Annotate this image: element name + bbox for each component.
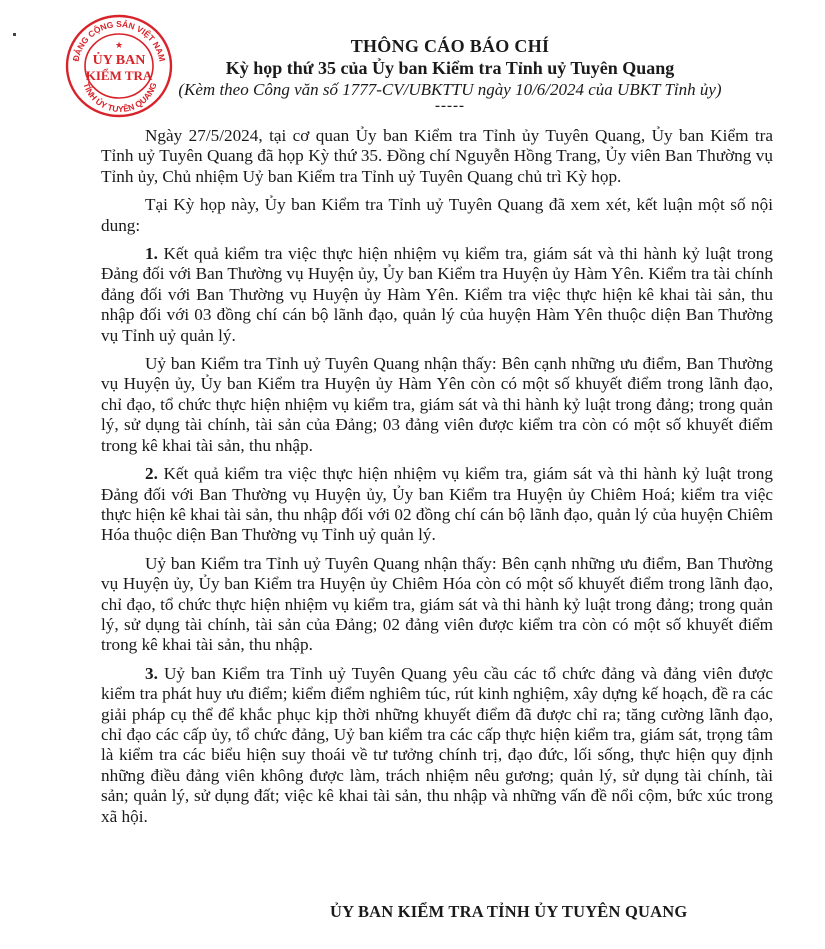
document-body xyxy=(101,126,773,835)
svg-text:ỦY BAN: ỦY BAN xyxy=(92,53,146,68)
paragraph-item-1 xyxy=(101,244,773,346)
paragraph-intro: Ngày 27/5/2024, tại cơ quan Ủy ban Kiểm tra Tỉnh ủy Tuyên Quang, Ủy ban Kiểm tra Tỉnh uỷ Tuyên Quang đã họp Kỳ thứ 35. Đồng chí Nguyễn Hồng Trang, Ủy viên Ban Thường vụ Tỉnh ủy, Chủ nhiệm Uỷ ban Kiểm tra Tỉnh uỷ Tuyên Quang chủ trì Kỳ họp. xyxy=(101,126,773,186)
scan-speck xyxy=(13,33,16,36)
meeting-subtitle: Kỳ họp thứ 35 của Ủy ban Kiểm tra Tỉnh uỷ Tuyên Quang xyxy=(225,58,675,78)
svg-text:★: ★ xyxy=(114,40,124,50)
paragraph-item-2 xyxy=(101,464,773,546)
paragraph-agenda: Tại Kỳ họp này, Ủy ban Kiểm tra Tỉnh uỷ Tuyên Quang đã xem xét, kết luận một số nội dung: xyxy=(101,195,773,235)
header-divider: ----- xyxy=(435,98,465,114)
item-text: Kết quả kiểm tra việc thực hiện nhiệm vụ kiểm tra, giám sát và thi hành kỷ luật trong Đảng đối với Ban Thường vụ Huyện ủy, Ủy ban Kiểm tra Huyện ủy Hàm Yên. Kiểm tra tài chính đảng đối với Ban Thường vụ Huyện ủy Hàm Yên. Kiểm tra việc thực hiện kê khai tài sản, thu nhập đối với 03 đồng chí cán bộ lãnh đạo, quản lý của huyện Hàm Yên thuộc diện Ban Thường vụ Tỉnh uỷ quản lý. xyxy=(101,244,773,345)
press-release-title: THÔNG CÁO BÁO CHÍ xyxy=(350,36,550,56)
svg-text:KIỂM TRA: KIỂM TRA xyxy=(85,68,153,83)
item-number: 2. xyxy=(145,464,158,484)
svg-text:TỈNH ỦY TUYÊN QUANG: TỈNH ỦY TUYÊN QUANG xyxy=(81,81,159,115)
item-number: 3. xyxy=(145,663,158,683)
paragraph-finding-2: Uỷ ban Kiểm tra Tỉnh uỷ Tuyên Quang nhận thấy: Bên cạnh những ưu điểm, Ban Thường vụ Huyện ủy, Ủy ban Kiểm tra Huyện ủy Chiêm Hóa còn có một số khuyết điểm trong lãnh đạo, chỉ đạo, tổ chức thực hiện nhiệm vụ kiểm tra, giám sát và thi hành kỷ luật trong đảng; trong quản lý, sử dụng tài chính, tài sản của Đảng; 02 đảng viên được kiểm tra còn có một số khuyết điểm trong kê khai tài sản, thu nhập. xyxy=(101,553,773,655)
attachment-note: (Kèm theo Công văn số 1777-CV/UBKTTU ngày 10/6/2024 của UBKT Tỉnh ủy) xyxy=(178,80,722,99)
item-text: Uỷ ban Kiểm tra Tỉnh uỷ Tuyên Quang yêu cầu các tổ chức đảng và đảng viên được kiểm tra phát huy ưu điểm; kiểm điểm nghiêm túc, rút kinh nghiệm, xây dựng kế hoạch, đề ra các giải pháp cụ thể để khắc phục kịp thời những khuyết điểm đã được chỉ ra; tăng cường lãnh đạo, chỉ đạo các cấp ủy, tổ chức đảng, Uỷ ban kiểm tra các cấp thực hiện kiểm tra, giám sát, trọng tâm là kiểm tra các biểu hiện suy thoái về tư tưởng chính trị, đạo đức, lối sống, thực hiện quy định những điều đảng viên không được làm, trách nhiệm nêu gương; quản lý, sử dụng tài chính, tài sản; quản lý, sử dụng đất; việc kê khai tài sản, thu nhập và những vấn đề nổi cộm, bức xúc trong xã hội. xyxy=(101,663,773,826)
svg-text:ĐẢNG CỘNG SẢN VIỆT NAM: ĐẢNG CỘNG SẢN VIỆT NAM xyxy=(70,19,168,63)
paragraph-item-3 xyxy=(101,664,773,827)
paragraph-finding-1: Uỷ ban Kiểm tra Tỉnh uỷ Tuyên Quang nhận thấy: Bên cạnh những ưu điểm, Ban Thường vụ Huyện ủy, Ủy ban Kiểm tra Huyện ủy Hàm Yên còn có một số khuyết điểm trong lãnh đạo, chỉ đạo, tổ chức thực hiện nhiệm vụ kiểm tra, giám sát và thi hành kỷ luật trong đảng; trong quản lý, sử dụng tài chính, tài sản của Đảng; 03 đảng viên được kiểm tra còn có một số khuyết điểm trong kê khai tài sản, thu nhập. xyxy=(101,354,773,455)
signature-block: ỦY BAN KIỂM TRA TỈNH ỦY TUYÊN QUANG xyxy=(330,902,688,921)
item-number: 1. xyxy=(145,244,158,264)
item-text: Kết quả kiểm tra việc thực hiện nhiệm vụ kiểm tra, giám sát và thi hành kỷ luật trong Đảng đối với Ban Thường vụ Huyện ủy, Ủy ban Kiểm tra Huyện ủy Chiêm Hoá; kiểm tra việc thực hiện kê khai tài sản, thu nhập đối với 02 đồng chí cán bộ lãnh đạo, quản lý của huyện Chiêm Hóa thuộc diện Ban Thường vụ Tỉnh uỷ quản lý. xyxy=(101,464,773,545)
